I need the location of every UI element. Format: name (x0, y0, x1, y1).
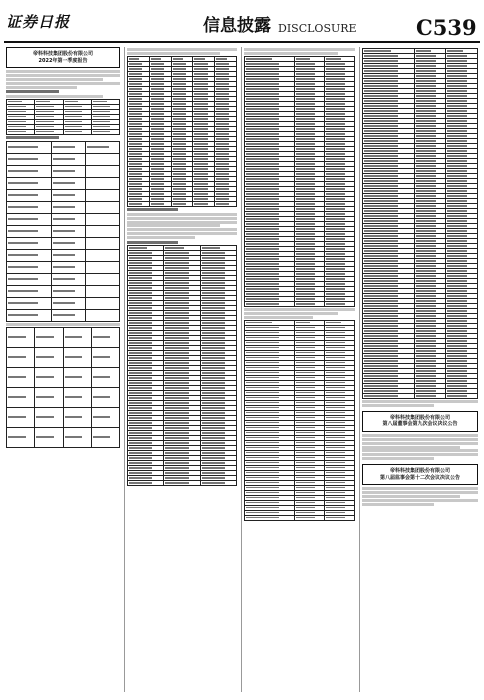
notice-company: 帝科科技集团股份有限公司 (32, 51, 93, 57)
body-text (6, 70, 120, 73)
income-statement-table (244, 56, 355, 307)
body-text (362, 491, 478, 494)
notice-company: 帝科科技集团股份有限公司 (389, 468, 450, 475)
body-text (6, 82, 120, 85)
body-text (362, 503, 434, 506)
body-text (6, 323, 120, 326)
column-4 (359, 47, 480, 692)
subheading (6, 90, 59, 93)
cash-flow-table (244, 320, 355, 521)
body-text (244, 48, 355, 51)
body-text (362, 446, 460, 449)
body-text (244, 308, 355, 311)
financial-table (127, 56, 237, 207)
quarterly-report-heading (6, 47, 120, 68)
notice-title: 第八届监事会第十二次会议决议公告 (379, 474, 460, 481)
body-text (362, 453, 478, 456)
page-code: C539 (416, 15, 477, 40)
body-text (362, 495, 460, 498)
body-text (6, 74, 120, 77)
body-text (362, 442, 478, 445)
body-text (127, 236, 195, 239)
notice-title: 第八届董事会第九次会议决议公告 (382, 421, 458, 428)
subheading (127, 208, 178, 211)
subheading (127, 241, 178, 244)
body-text (244, 316, 313, 319)
body-text (127, 224, 220, 227)
body-text (362, 404, 434, 407)
column-2 (124, 47, 239, 692)
body-text (362, 499, 478, 502)
balance-sheet-table (127, 245, 237, 486)
body-text (127, 228, 237, 231)
body-text (127, 221, 237, 224)
body-text (127, 52, 220, 55)
body-text (6, 86, 77, 89)
notice-title: 2022年第一季度报告 (38, 57, 88, 64)
section-title-en: DISCLOSURE (278, 22, 357, 35)
column-1 (4, 47, 122, 692)
notice-company: 帝科科技集团股份有限公司 (389, 414, 450, 421)
body-text (362, 487, 478, 490)
supervisory-resolution-heading (362, 464, 478, 485)
body-text (362, 434, 478, 437)
body-text (362, 449, 478, 452)
column-3 (241, 47, 357, 692)
body-text (362, 438, 478, 441)
body-text (6, 95, 103, 98)
board-resolution-heading (362, 411, 478, 432)
body-text (127, 217, 237, 220)
body-text (244, 52, 338, 55)
masthead (0, 0, 484, 44)
shareholder-table (6, 327, 120, 448)
body-text (127, 232, 237, 235)
newspaper-logo: 证券日报 (6, 13, 71, 31)
body-text (127, 213, 237, 216)
body-text (127, 48, 237, 51)
body-text (362, 457, 434, 460)
subheading (6, 136, 59, 139)
section-title: 信息披露 (203, 16, 271, 36)
body-text (6, 78, 103, 81)
financial-table (6, 99, 120, 135)
header-rule (4, 41, 480, 43)
body-text (244, 312, 338, 315)
body-text (362, 400, 478, 403)
cash-flow-table-continued (362, 48, 478, 399)
items-table (6, 141, 120, 322)
